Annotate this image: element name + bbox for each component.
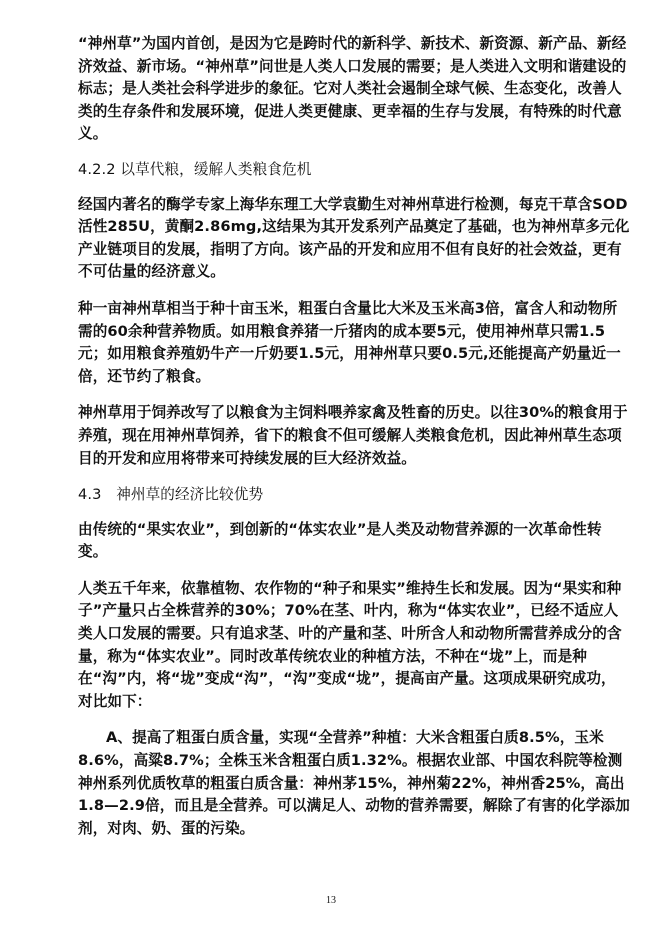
section-heading-4-3: 4.3 神州草的经济比较优势 xyxy=(78,486,264,504)
document-page xyxy=(78,33,630,840)
paragraph-grain-comparison: 种一亩神州草相当于种十亩玉米，粗蛋白含量比大米及玉米高3倍，富含人和动物所需的60余种营养物质。如用粮食养猪一斤猪肉的成本要5元，使用神州草只需1.5元；如用粮食养殖奶牛产一斤奶要1.5元，用神州草只要0.5元,还能提高产奶量近一倍，还节约了粮食。 xyxy=(78,299,621,385)
paragraph-feed-history: 神州草用于饲养改写了以粮食为主饲料喂养家禽及牲畜的历史。以往30%的粮食用于养殖，现在用神州草饲养，省下的粮食不但可缓解人类粮食危机，因此神州草生态项目的开发和应用将带来可持续发展的巨大经济效益。 xyxy=(78,404,628,467)
paragraph-enzyme-test: 经国内著名的酶学专家上海华东理工大学袁勤生对神州草进行检测，每克干草含SOD活性285U，黄酮2.86mg,这结果为其开发系列产品奠定了基础，也为神州草多元化产业链项目的发展，指明了方向。该产品的开发和应用不但有良好的社会效益，更有不可估量的经济意义。 xyxy=(78,195,630,281)
paragraph-intro: “神州草”为国内首创，是因为它是跨时代的新科学、新技术、新资源、新产品、新经济效益、新市场。“神州草”问世是人类人口发展的需要；是人类进入文明和谐建设的标志；是人类社会科学进步的象征。它对人类社会遏制全球气候、生态变化，改善人类的生存条件和发展环境，促进人类更健康、更幸福的生存与发展，有特殊的时代意义。 xyxy=(78,35,627,143)
page-number: 13 xyxy=(326,895,336,906)
paragraph-five-thousand-years: 人类五千年来，依靠植物、农作物的“种子和果实”维持生长和发展。因为“果实和种子”产量只占全株营养的30%；70%在茎、叶内，称为“体实农业”，已经不适应人类人口发展的需要。只有追求茎、叶的产量和茎、叶所含人和动物所需营养成分的含量，称为“体实农业”。同时改革传统农业的种植方法，不种在“垅”上，而是种在“沟”内，将“垅”变成“沟”，“沟”变成“垅”，提高亩产量。这项成果研究成功，对比如下： xyxy=(78,579,622,710)
paragraph-agriculture-revolution: 由传统的“果实农业”，到创新的“体实农业”是人类及动物营养源的一次革命性转变。 xyxy=(78,520,602,561)
section-heading-4-2-2: 4.2.2 以草代粮，缓解人类粮食危机 xyxy=(78,160,312,178)
paragraph-list-item-a: A、提高了粗蛋白质含量，实现“全营养”种植：大米含粗蛋白质8.5%，玉米8.6%，高粱8.7%；全株玉米含粗蛋白质1.32%。根据农业部、中国农科院等检测神州系列优质牧草的粗蛋白质含量：神州茅15%，神州菊22%，神州香25%，高出1.8—2.9倍，而且是全营养。可以满足人、动物的营养需要，解除了有害的化学添加剂，对肉、奶、蛋的污染。 xyxy=(78,729,630,837)
